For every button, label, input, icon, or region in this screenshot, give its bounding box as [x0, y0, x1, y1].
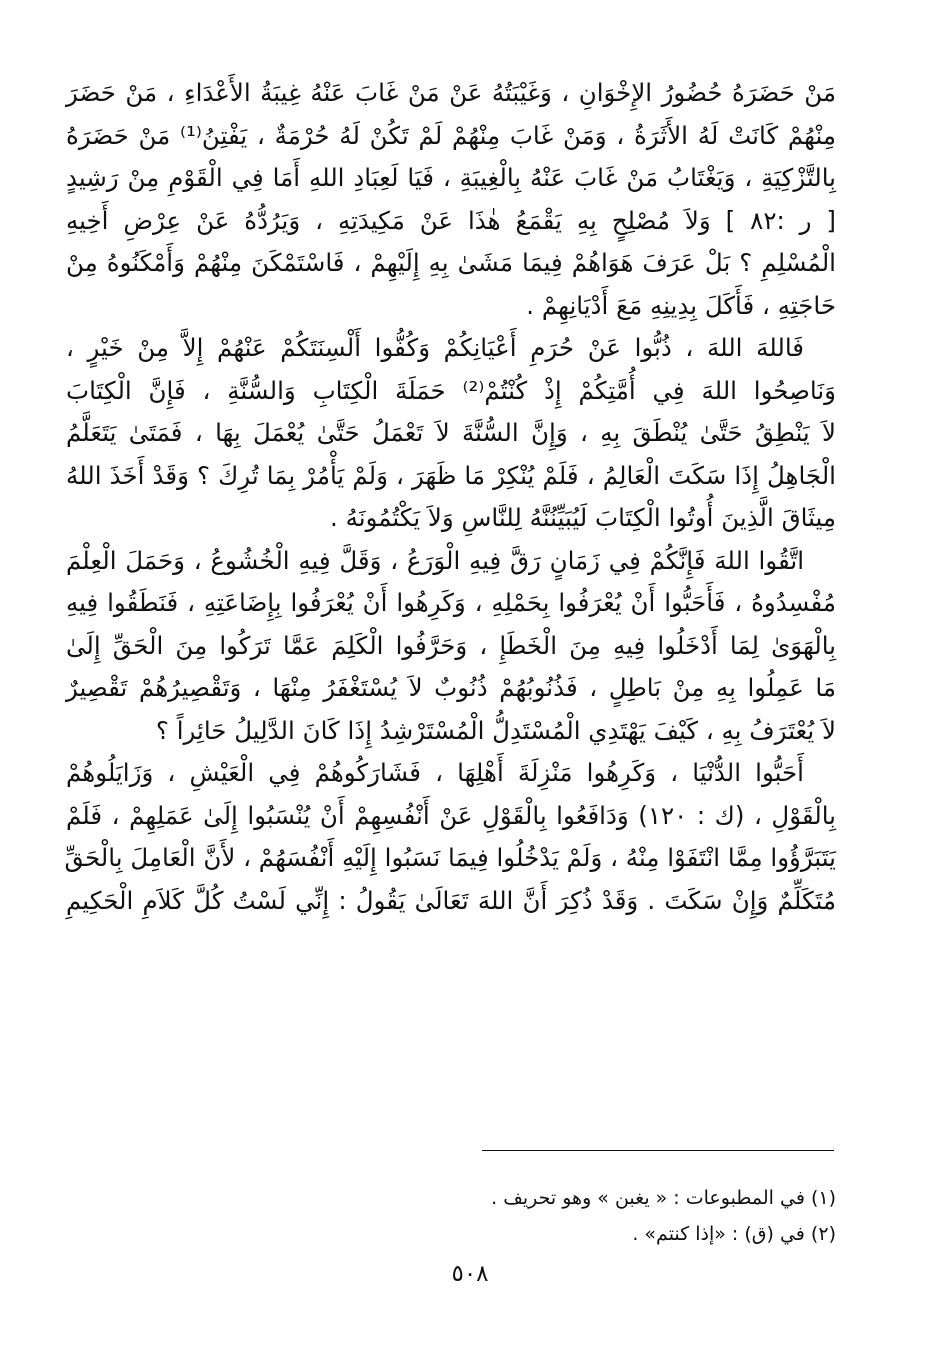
text-line: مُفْسِدُوهُ ، فَأَحَبُّوا أَنْ يُعْرَفُوا بِحَمْلِهِ ، وَكَرِهُوا أَنْ يُعْرَفُوا بِإِضَاعَتِهِ ، فَنَطَقُوا فِيهِ [66, 588, 836, 617]
text-line: الْجَاهِلُ إِذَا سَكَتَ الْعَالِمُ ، فَلَمْ يُنْكِرْ مَا ظَهَرَ ، وَلَمْ يَأْمُرْ بِمَا تُرِكَ ؟ وَقَدْ أَخَذَ اللهُ [66, 460, 836, 490]
text-line: الْمُسْلِمِ ؟ بَلْ عَرَفَ هَوَاهُمْ فِيمَا مَشَىٰ بِهِ إِلَيْهِمْ ، فَاسْتَمْكَنَ مِنْهُمْ وَأَمْكَنُوهُ مِنْ [66, 248, 836, 277]
text-line: مِيثَاقَ الَّذِينَ أُوتُوا الْكِتَابَ لَيُبَيِّنُنَّهُ لِلنَّاسِ وَلاَ يَكْتُمُونَهُ . [330, 503, 836, 532]
text-line: بِالْقَوْلِ ، (ك : ١٢٠) وَدَافَعُوا بِالْقَوْلِ عَنْ أَنْفُسِهِمْ أَنْ يُنْسَبُوا إِلَىٰ عَمَلِهِمْ ، فَلَمْ [66, 800, 836, 830]
paragraph-start-line: اتَّقُوا اللهَ فَإِنَّكُمْ فِي زَمَانٍ رَقَّ فِيهِ الْوَرَعُ ، وَقَلَّ فِيهِ الْخُشُوعُ ، وَحَمَلَ الْعِلْمَ [66, 545, 804, 575]
text-line: وَنَاصِحُوا اللهَ فِي أُمَّتِكُمْ إِذْ كُنْتُمْ⁽²⁾ حَمَلَةَ الْكِتَابِ وَالسُّنَّةِ ، فَإِنَّ الْكِتَابَ [66, 375, 837, 405]
text-line: حَاجَتِهِ ، فَأَكَلَ بِدِينِهِ مَعَ أَدْيَانِهِمْ . [526, 290, 836, 320]
text-line: بِالتَّزْكِيَةِ ، وَيَغْتَابُ مَنْ غَابَ عَنْهُ بِالْغِيبَةِ ، فَيَا لَعِبَادِ اللهِ أَمَا فِي الْقَوْمِ مِنْ رَشِيدٍ [66, 163, 836, 192]
footnote: (٢) في (ق) : «إذا كنتم» . [632, 1223, 836, 1245]
text-line: مَا عَمِلُوا بِهِ مِنْ بَاطِلٍ ، فَذُنُوبُهُمْ ذُنُوبٌ لاَ يُسْتَغْفَرُ مِنْهَا ، وَتَقْصِيرُهُمْ تَقْصِيرٌ [66, 673, 836, 702]
main-text [66, 72, 836, 922]
text-line: لاَ يُعْتَرَفُ بِهِ ، كَيْفَ يَهْتَدِي الْمُسْتَدِلُّ الْمُسْتَرْشِدُ إِذَا كَانَ الدَّلِيلُ حَائِراً ؟ [155, 715, 836, 745]
footnote: (١) في المطبوعات : « يغبن » وهو تحريف . [491, 1187, 836, 1209]
footnotes [120, 1180, 836, 1252]
text-line: مَنْ حَضَرَهُ حُضُورُ الإِخْوَانِ ، وَغَيْبَتُهُ عَنْ مَنْ غَابَ عَنْهُ غِيبَةُ الأَعْدَاءِ ، مَنْ حَضَرَ [66, 78, 836, 107]
footnote-divider [482, 1150, 834, 1151]
text-line: مِنْهُمْ كَانَتْ لَهُ الأَثَرَةُ ، وَمَنْ غَابَ مِنْهُمْ لَمْ تَكُنْ لَهُ حُرْمَةٌ ، يَفْتِنُ⁽¹⁾ مَنْ حَضَرَهُ [66, 120, 836, 150]
text-line: مُتَكَلِّمٌ وَإِنْ سَكَتَ . وَقَدْ ذُكِرَ أَنَّ اللهَ تَعَالَىٰ يَقُولُ : إِنِّي لَسْتُ كُلَّ كَلاَمِ الْحَكِيمِ [66, 885, 836, 915]
page-number: ٥٠٨ [451, 1261, 489, 1287]
text-line: [ ر :٨٢ ] وَلاَ مُصْلِحٍ بِهِ يَقْمَعُ هٰذَا عَنْ مَكِيدَتِهِ ، وَيَرُدُّهُ عَنْ عِرْضِ أَخِيهِ [66, 205, 836, 235]
paragraph-start-line: أَحَبُّوا الدُّنْيَا ، وَكَرِهُوا مَنْزِلَةَ أَهْلِهَا ، فَشَارَكُوهُمْ فِي الْعَيْشِ ، وَزَايَلُوهُمْ [66, 758, 804, 787]
paragraph-start-line: فَاللهَ اللهَ ، ذُبُّوا عَنْ حُرَمِ أَعْيَانِكُمْ وَكُفُّوا أَلْسِنَتَكُمْ عَنْهُمْ إِلاَّ مِنْ خَيْرٍ ، [66, 333, 804, 362]
text-line: لاَ يَنْطِقُ حَتَّىٰ يُنْطَقَ بِهِ ، وَإِنَّ السُّنَّةَ لاَ تَعْمَلُ حَتَّىٰ يُعْمَلَ بِهَا ، فَمَتَىٰ يَتَعَلَّمُ [66, 418, 836, 447]
text-line: يَتَبَرَّؤُوا مِمَّا انْتَفَوْا مِنْهُ ، وَلَمْ يَدْخُلُوا فِيمَا نَسَبُوا إِلَيْهِ أَنْفُسَهُمْ ، لأَنَّ الْعَامِلَ بِالْحَقِّ [64, 843, 836, 872]
text-line: بِالْهَوَىٰ لِمَا أَدْخَلُوا فِيهِ مِنَ الْخَطَإِ ، وَحَرَّفُوا الْكَلِمَ عَمَّا تَرَكُوا مِنَ الْحَقِّ إِلَىٰ [66, 630, 836, 660]
